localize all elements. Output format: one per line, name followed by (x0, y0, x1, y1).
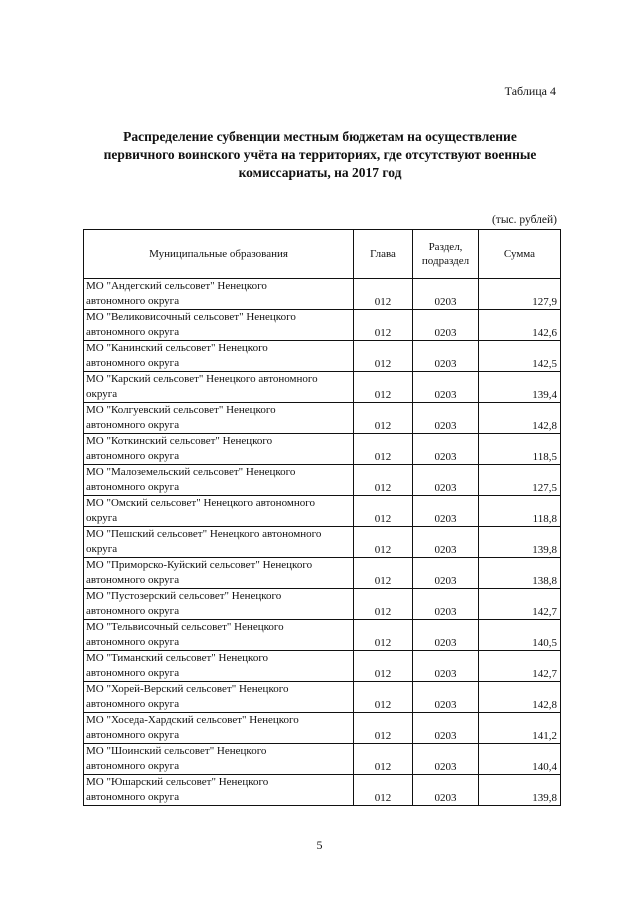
cell-municipality (84, 651, 354, 682)
municipality-line2: округа (86, 511, 118, 524)
municipality-line2: автономного округа (86, 728, 180, 741)
municipality-line1: МО "Тиманский сельсовет" Ненецкого (86, 652, 269, 664)
municipality-line1: МО "Омский сельсовет" Ненецкого автономного (86, 497, 315, 509)
header-section (413, 230, 479, 279)
table-body (84, 279, 561, 806)
cell-municipality (84, 279, 354, 310)
municipality-line2: автономного округа (86, 790, 180, 803)
cell-section: 0203 (413, 434, 479, 465)
page-number: 5 (316, 838, 323, 852)
municipality-line1: МО "Шоинский сельсовет" Ненецкого (86, 745, 267, 757)
cell-municipality (84, 620, 354, 651)
cell-chapter: 012 (354, 279, 413, 310)
cell-chapter: 012 (354, 558, 413, 589)
cell-section: 0203 (413, 372, 479, 403)
cell-municipality (84, 775, 354, 806)
cell-municipality (84, 434, 354, 465)
cell-chapter: 012 (354, 341, 413, 372)
cell-amount: 142,8 (479, 682, 561, 713)
cell-amount: 142,7 (479, 589, 561, 620)
cell-chapter: 012 (354, 465, 413, 496)
cell-municipality (84, 713, 354, 744)
municipality-line2: автономного округа (86, 356, 180, 369)
table-row (84, 279, 561, 310)
municipality-line2: автономного округа (86, 294, 180, 307)
cell-section: 0203 (413, 403, 479, 434)
table-row (84, 527, 561, 558)
header-chapter: Глава (354, 230, 413, 279)
cell-municipality (84, 465, 354, 496)
table-row (84, 713, 561, 744)
header-section-line2: подраздел (421, 255, 470, 267)
municipality-line2: автономного округа (86, 480, 180, 493)
cell-amount: 118,5 (479, 434, 561, 465)
municipality-line1: МО "Канинский сельсовет" Ненецкого (86, 342, 268, 354)
table-row (84, 589, 561, 620)
cell-chapter: 012 (354, 589, 413, 620)
cell-municipality (84, 589, 354, 620)
cell-chapter: 012 (354, 310, 413, 341)
municipality-line1: МО "Хоседа-Хардский сельсовет" Ненецкого (86, 714, 299, 726)
cell-municipality (84, 558, 354, 589)
municipality-line1: МО "Малоземельский сельсовет" Ненецкого (86, 466, 296, 478)
title-line: первичного воинского учёта на территориях, где отсутствуют военные (103, 147, 537, 162)
cell-chapter: 012 (354, 527, 413, 558)
cell-chapter: 012 (354, 651, 413, 682)
municipality-line2: автономного округа (86, 325, 180, 338)
table-row (84, 558, 561, 589)
municipality-line1: МО "Пустозерский сельсовет" Ненецкого (86, 590, 282, 602)
municipality-line2: автономного округа (86, 418, 180, 431)
header-section-line1: Раздел, (428, 241, 463, 253)
table-row (84, 310, 561, 341)
cell-section: 0203 (413, 775, 479, 806)
cell-chapter: 012 (354, 775, 413, 806)
title-line: Распределение субвенции местным бюджетам на осуществление (123, 129, 517, 144)
table-row (84, 434, 561, 465)
cell-amount: 118,8 (479, 496, 561, 527)
cell-chapter: 012 (354, 403, 413, 434)
municipality-line1: МО "Пешский сельсовет" Ненецкого автономного (86, 528, 322, 540)
cell-municipality (84, 682, 354, 713)
table-row (84, 682, 561, 713)
municipality-line1: МО "Тельвисочный сельсовет" Ненецкого (86, 621, 284, 633)
header-municipality: Муниципальные образования (84, 230, 354, 279)
cell-amount: 142,5 (479, 341, 561, 372)
header-amount: Сумма (479, 230, 561, 279)
cell-municipality (84, 527, 354, 558)
table-row (84, 775, 561, 806)
cell-section: 0203 (413, 713, 479, 744)
cell-section: 0203 (413, 496, 479, 527)
municipality-line2: автономного округа (86, 666, 180, 679)
table-number-label: Таблица 4 (504, 84, 556, 98)
cell-municipality (84, 744, 354, 775)
cell-section: 0203 (413, 744, 479, 775)
municipality-line1: МО "Хорей-Верский сельсовет" Ненецкого (86, 683, 289, 695)
document-title (80, 128, 560, 182)
cell-chapter: 012 (354, 372, 413, 403)
cell-section: 0203 (413, 465, 479, 496)
cell-section: 0203 (413, 589, 479, 620)
cell-section: 0203 (413, 527, 479, 558)
municipality-line1: МО "Карский сельсовет" Ненецкого автономного (86, 373, 318, 385)
cell-amount: 142,8 (479, 403, 561, 434)
cell-amount: 139,4 (479, 372, 561, 403)
cell-amount: 140,5 (479, 620, 561, 651)
cell-chapter: 012 (354, 496, 413, 527)
table-row (84, 372, 561, 403)
subsidy-table (83, 229, 561, 806)
cell-section: 0203 (413, 682, 479, 713)
table-row (84, 496, 561, 527)
cell-chapter: 012 (354, 434, 413, 465)
cell-amount: 142,7 (479, 651, 561, 682)
municipality-line2: автономного округа (86, 635, 180, 648)
table-row (84, 341, 561, 372)
table-row (84, 620, 561, 651)
units-label: (тыс. рублей) (491, 214, 557, 226)
municipality-line1: МО "Великовисочный сельсовет" Ненецкого (86, 311, 296, 323)
municipality-line1: МО "Колгуевский сельсовет" Ненецкого (86, 404, 276, 416)
cell-section: 0203 (413, 558, 479, 589)
cell-amount: 138,8 (479, 558, 561, 589)
cell-section: 0203 (413, 620, 479, 651)
cell-chapter: 012 (354, 744, 413, 775)
municipality-line1: МО "Коткинский сельсовет" Ненецкого (86, 435, 273, 447)
municipality-line2: округа (86, 387, 118, 400)
cell-municipality (84, 372, 354, 403)
municipality-line1: МО "Андегский сельсовет" Ненецкого (86, 280, 267, 292)
cell-amount: 142,6 (479, 310, 561, 341)
municipality-line2: автономного округа (86, 573, 180, 586)
cell-chapter: 012 (354, 682, 413, 713)
cell-municipality (84, 310, 354, 341)
table-row (84, 465, 561, 496)
municipality-line1: МО "Приморско-Куйский сельсовет" Ненецкого (86, 559, 313, 571)
cell-amount: 139,8 (479, 527, 561, 558)
municipality-line2: округа (86, 542, 118, 555)
municipality-line2: автономного округа (86, 759, 180, 772)
cell-chapter: 012 (354, 620, 413, 651)
municipality-line2: автономного округа (86, 697, 180, 710)
cell-section: 0203 (413, 310, 479, 341)
cell-municipality (84, 403, 354, 434)
municipality-line1: МО "Юшарский сельсовет" Ненецкого (86, 776, 269, 788)
cell-amount: 139,8 (479, 775, 561, 806)
cell-section: 0203 (413, 279, 479, 310)
title-line: комиссариаты, на 2017 год (238, 165, 402, 180)
cell-municipality (84, 341, 354, 372)
table-row (84, 744, 561, 775)
municipality-line2: автономного округа (86, 604, 180, 617)
cell-section: 0203 (413, 651, 479, 682)
cell-amount: 140,4 (479, 744, 561, 775)
table-row (84, 651, 561, 682)
cell-amount: 127,5 (479, 465, 561, 496)
cell-section: 0203 (413, 341, 479, 372)
cell-municipality (84, 496, 354, 527)
cell-chapter: 012 (354, 713, 413, 744)
table-header-row (84, 230, 561, 279)
table-row (84, 403, 561, 434)
municipality-line2: автономного округа (86, 449, 180, 462)
cell-amount: 127,9 (479, 279, 561, 310)
cell-amount: 141,2 (479, 713, 561, 744)
